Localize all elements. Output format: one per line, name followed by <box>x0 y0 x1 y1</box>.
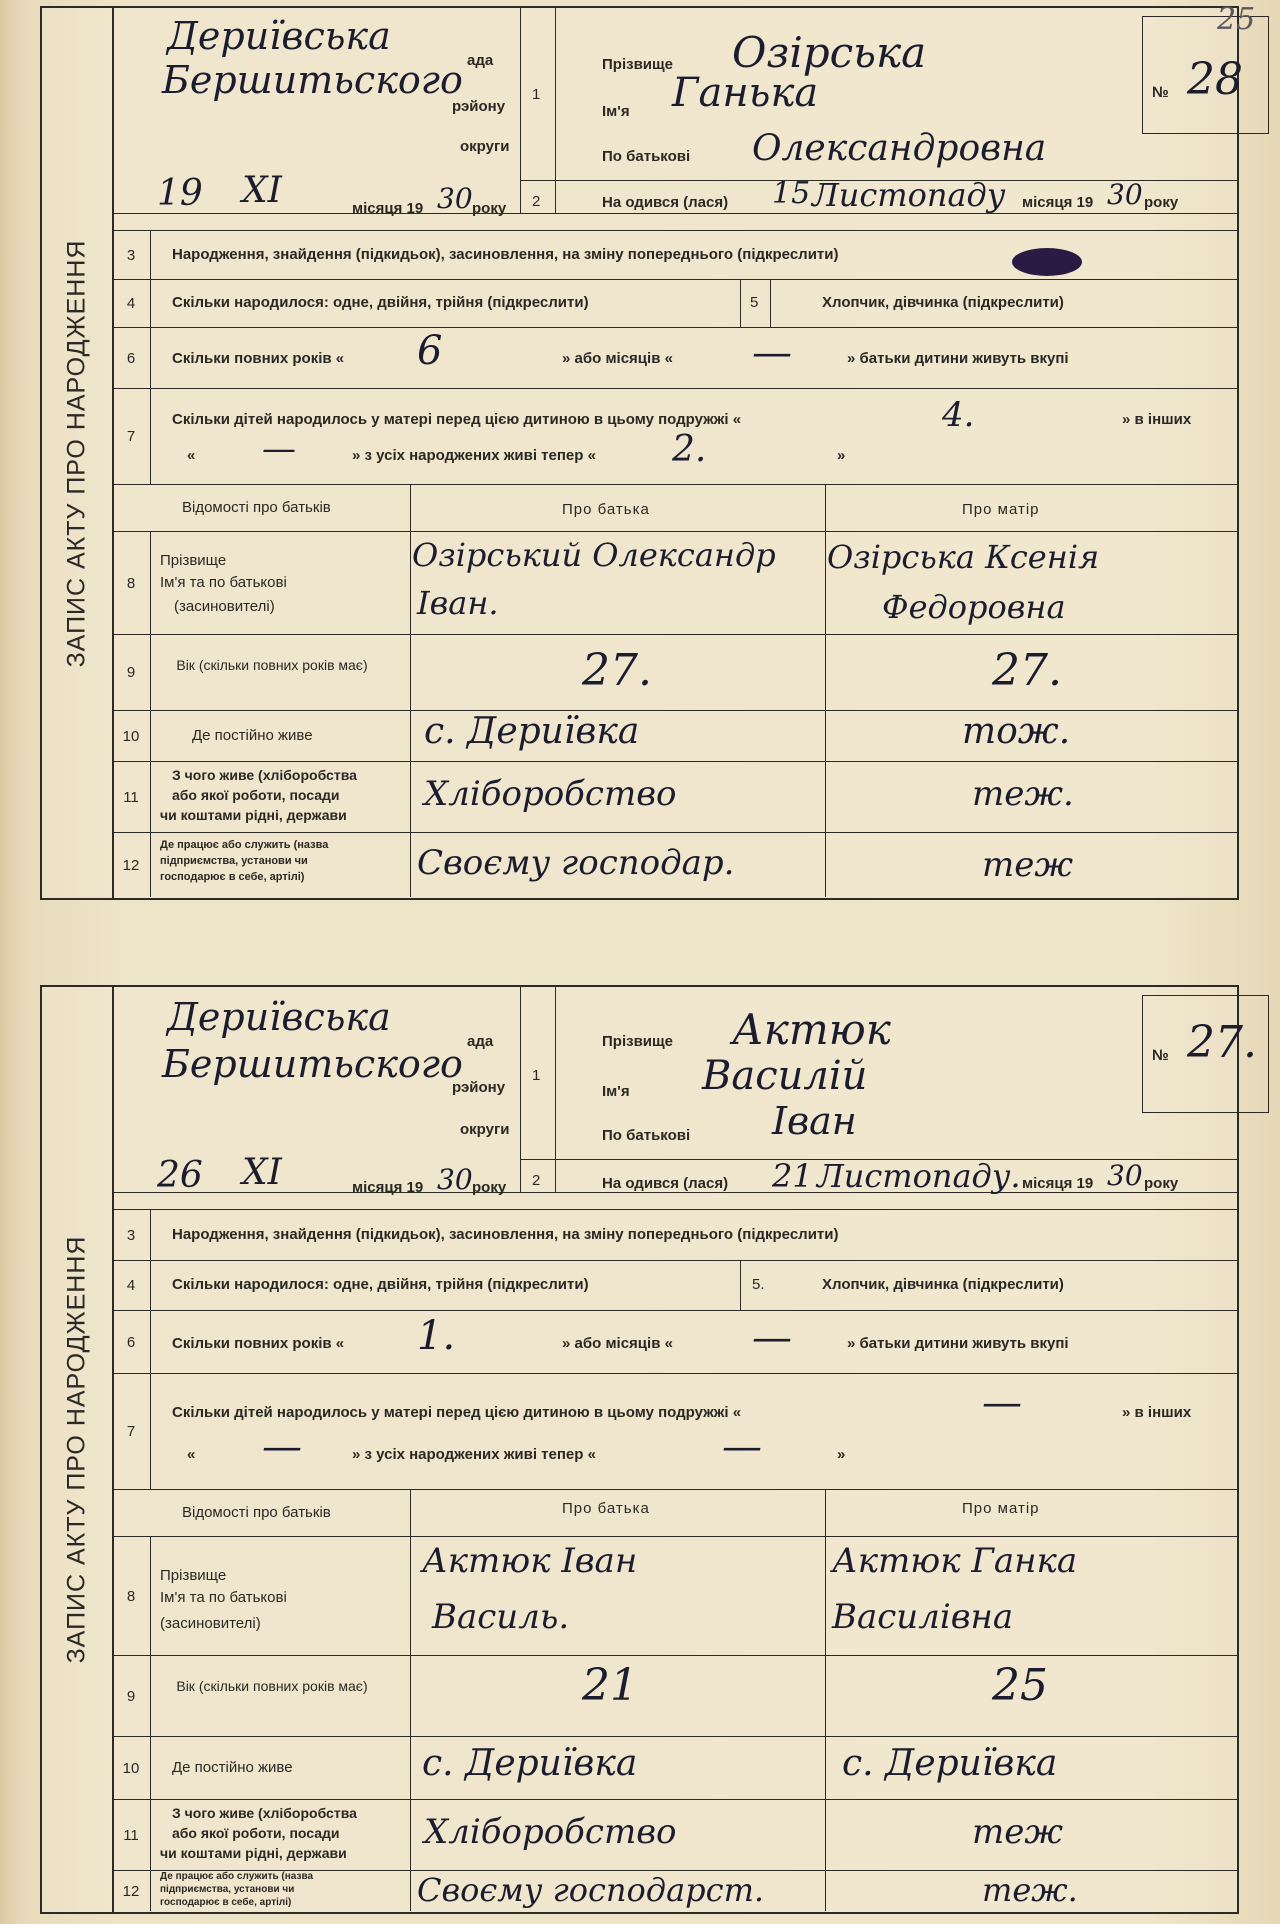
father-name-2: Василь. <box>432 1597 570 1637</box>
r12-label-2: підприємства, установи чи <box>160 1884 295 1895</box>
r8-label-1: Прізвище <box>160 552 227 569</box>
registration-year: 30 <box>437 1163 473 1196</box>
row-12: 12 Де працює або служить (назва підприємства, установи чи господарює в себе, артілі) Своєму господарст. теж. <box>112 1871 1237 1911</box>
header-block: Дериївська ада Бершитьского рэйону округи 26 XI місяця 19 30 року 1 2 Прізвище Актюк Ім'я Василій По батькові Іван № 27. <box>112 987 1237 1193</box>
registration-month-label: місяця 19 <box>352 1179 424 1196</box>
row-10: 10 Де постійно живе с. Дериївка с. Дериївка <box>112 1737 1237 1800</box>
row-12: 12 Де працює або служить (назва підприємства, установи чи господарює в себе, артілі) Своєму господар. теж <box>112 833 1237 897</box>
father-age: 27. <box>582 645 652 696</box>
okrug-label: округи <box>460 1121 510 1138</box>
born-year: 30 <box>1107 178 1143 211</box>
r8-label-3: (засиновителі) <box>174 598 275 615</box>
born-label: На одився (лася) <box>602 194 729 211</box>
row-born <box>112 176 1237 220</box>
r11-label-2: або якої роботи, посади <box>172 1825 340 1841</box>
mother-residence: тож. <box>962 711 1071 752</box>
number-label: № <box>1152 84 1169 101</box>
r12-label-2: підприємства, установи чи <box>160 855 308 867</box>
r9-label: Вік (скільки повних років має) <box>176 657 368 673</box>
father-header: Про батька <box>562 501 650 518</box>
row-3-text: Народження, знайдення (підкидьок), засиновлення, на зміну попереднього (підкреслити) <box>172 1226 839 1243</box>
born-month-label: місяця 19 <box>1022 1175 1094 1192</box>
surname-label: Прізвище <box>602 1033 674 1050</box>
mother-header: Про матір <box>962 501 1040 518</box>
r12-label-1: Де працює або служить (назва <box>160 1871 314 1882</box>
mother-workplace: теж. <box>982 1871 1078 1909</box>
registration-day: 26 <box>157 1155 203 1196</box>
years-together: 1. <box>417 1313 456 1359</box>
row-7-label-a: Скільки дітей народилось у матері перед цією дитиною в цьому подружжі « <box>172 411 742 428</box>
r10-label: Де постійно живе <box>192 727 313 744</box>
mother-occupation: теж <box>972 1812 1064 1852</box>
row-6-label-a: Скільки повних років « <box>172 1335 345 1352</box>
father-occupation: Хліборобство <box>424 1812 677 1852</box>
row-7-label-e: » <box>837 1446 846 1463</box>
birth-record-28 <box>40 2 1256 900</box>
children-in-marriage: 4. <box>942 395 975 435</box>
born-month: Листопаду. <box>817 1157 1021 1195</box>
born-month-label: місяця 19 <box>1022 194 1094 211</box>
row-6: 6 Скільки повних років « 6 » або місяців « — » батьки дитини живуть вкупі <box>112 328 1237 389</box>
row-7-label-d: » з усіх народжених живі тепер « <box>352 1446 596 1463</box>
parents-header <box>112 1490 1237 1537</box>
mother-name-1: Озірська Ксенія <box>827 538 1100 576</box>
parents-header-label: Відомості про батьків <box>182 499 331 516</box>
child-name: Василій <box>702 1053 868 1099</box>
row-8: 8 Прізвище Ім'я та по батькові (засиновителі) Актюк Іван Василь. Актюк Ганка Василівна <box>112 1537 1237 1656</box>
r8-label-1: Прізвище <box>160 1567 227 1584</box>
father-workplace: Своєму господарст. <box>417 1871 765 1909</box>
row-9: 9 Вік (скільки повних років має) 27. 27. <box>112 635 1237 711</box>
district-label: рэйону <box>452 98 506 115</box>
side-title: ЗАПИС АКТУ ПРО НАРОДЖЕННЯ <box>42 987 114 1912</box>
row-10: 10 Де постійно живе с. Дериївка тож. <box>112 711 1237 762</box>
row-4: 4 Скільки народилося: одне, двійня, трійня (підкреслити) 5. Хлопчик, дівчинка (підкреслити) <box>112 1260 1237 1311</box>
r8-label-2: Ім'я та по батькові <box>160 574 287 591</box>
row-7-label-c: « <box>187 447 196 464</box>
row-7: 7 Скільки дітей народилось у матері перед цією дитиною в цьому подружжі « 4. » в інших « — » з усіх народжених живі тепер « 2. » <box>112 389 1237 485</box>
row-born <box>112 1159 1237 1199</box>
row-6-label-a: Скільки повних років « <box>172 350 345 367</box>
r12-label-3: господарює в себе, артілі) <box>160 871 305 883</box>
side-title: ЗАПИС АКТУ ПРО НАРОДЖЕННЯ <box>42 8 114 898</box>
r11-label-1: З чого живе (хліборобства <box>172 767 357 783</box>
row-num-2: 2 <box>532 193 541 210</box>
council-label: ада <box>467 1033 494 1050</box>
mother-workplace: теж <box>982 845 1074 885</box>
ink-blot <box>1012 248 1082 276</box>
child-patronymic: Іван <box>772 1099 857 1143</box>
parents-header <box>112 485 1237 532</box>
record-number: 27. <box>1187 1017 1257 1068</box>
name-label: Ім'я <box>602 103 630 120</box>
registration-year: 30 <box>437 182 473 215</box>
row-7-label-a: Скільки дітей народилось у матері перед цією дитиною в цьому подружжі « <box>172 1404 742 1421</box>
r8-label-3: (засиновителі) <box>160 1615 261 1632</box>
row-5-text: Хлопчик, дівчинка (підкреслити) <box>822 1276 1064 1293</box>
mother-name-2: Федоровна <box>882 588 1066 626</box>
r10-label: Де постійно живе <box>172 1759 293 1776</box>
row-num-1: 1 <box>532 86 541 103</box>
patronymic-label: По батькові <box>602 1127 691 1144</box>
father-occupation: Хліборобство <box>424 774 677 814</box>
r12-label-3: господарює в себе, артілі) <box>160 1897 292 1908</box>
child-surname: Озірська <box>732 28 927 77</box>
born-month: Листопаду <box>812 176 1006 214</box>
row-4: 4 Скільки народилося: одне, двійня, трійня (підкреслити) 5 Хлопчик, дівчинка (підкреслити) <box>112 279 1237 328</box>
mother-residence: с. Дериївка <box>842 1743 1058 1784</box>
born-year-label: року <box>1144 1175 1179 1192</box>
registration-year-label: року <box>472 200 507 217</box>
child-surname: Актюк <box>732 1005 891 1054</box>
born-year: 30 <box>1107 1159 1143 1192</box>
registration-month: XI <box>242 1152 282 1193</box>
registration-day: 19 <box>157 173 203 214</box>
r11-label-1: З чого живе (хліборобства <box>172 1805 357 1821</box>
row-7-label-c: « <box>187 1446 196 1463</box>
row-6-label-c: » батьки дитини живуть вкупі <box>847 1335 1069 1352</box>
row-11: 11 З чого живе (хліборобства або якої роботи, посади чи коштами рідні, держави Хліборобство теж. <box>112 762 1237 833</box>
children-other: — <box>262 1424 302 1470</box>
row-7-label-e: » <box>837 447 846 464</box>
father-name-1: Актюк Іван <box>422 1541 638 1581</box>
council-name: Дериївська <box>167 995 391 1039</box>
father-residence: с. Дериївка <box>422 1743 638 1784</box>
children-other: — <box>262 429 296 469</box>
mother-name-1: Актюк Ганка <box>832 1541 1078 1581</box>
surname-label: Прізвище <box>602 56 674 73</box>
row-4-text: Скільки народилося: одне, двійня, трійня (підкреслити) <box>172 1276 589 1293</box>
district-label: рэйону <box>452 1079 506 1096</box>
row-8: 8 Прізвище Ім'я та по батькові (засиновителі) Озірський Олександр Іван. Озірська Ксенія Федоровна <box>112 532 1237 635</box>
row-3-text: Народження, знайдення (підкидьок), засиновлення, на зміну попереднього (підкреслити) <box>172 246 839 263</box>
children-alive: — <box>722 1424 762 1470</box>
born-day: 21 <box>772 1157 813 1195</box>
father-age: 21 <box>582 1660 638 1711</box>
row-3: 3 Народження, знайдення (підкидьок), засиновлення, на зміну попереднього (підкреслити) <box>112 1209 1237 1261</box>
born-label: На одився (лася) <box>602 1175 729 1192</box>
r11-label-3: чи коштами рідні, держави <box>160 807 347 823</box>
r12-label-1: Де працює або служить (назва <box>160 839 329 851</box>
registration-month-label: місяця 19 <box>352 200 424 217</box>
row-4-text: Скільки народилося: одне, двійня, трійня (підкреслити) <box>172 294 589 311</box>
r9-label: Вік (скільки повних років має) <box>176 1678 368 1694</box>
father-header: Про батька <box>562 1500 650 1517</box>
row-11: 11 З чого живе (хліборобства або якої роботи, посади чи коштами рідні, держави Хліборобство теж <box>112 1800 1237 1871</box>
patronymic-label: По батькові <box>602 148 691 165</box>
father-name-1: Озірський Олександр <box>412 536 776 574</box>
registration-year-label: року <box>472 1179 507 1196</box>
birth-record-27 <box>40 985 1257 1914</box>
row-7-label-d: » з усіх народжених живі тепер « <box>352 447 596 464</box>
row-7: 7 Скільки дітей народилось у матері перед цією дитиною в цьому подружжі « — » в інших « — » з усіх народжених живі тепер « — » <box>112 1374 1237 1490</box>
okrug-label: округи <box>460 138 510 155</box>
row-6-label-c: » батьки дитини живуть вкупі <box>847 350 1069 367</box>
father-workplace: Своєму господар. <box>417 843 735 883</box>
council-name: Дериївська <box>167 14 391 58</box>
corner-number: 25 <box>1217 2 1256 37</box>
r8-label-2: Ім'я та по батькові <box>160 1589 287 1606</box>
registration-month: XI <box>242 170 282 211</box>
row-5-text: Хлопчик, дівчинка (підкреслити) <box>822 294 1064 311</box>
row-7-label-b: » в інших <box>1122 411 1192 428</box>
mother-header: Про матір <box>962 1500 1040 1517</box>
mother-name-2: Василівна <box>832 1597 1014 1637</box>
row-9: 9 Вік (скільки повних років має) 21 25 <box>112 1656 1237 1737</box>
row-7-label-b: » в інших <box>1122 1404 1192 1421</box>
born-year-label: року <box>1144 194 1179 211</box>
father-residence: с. Дериївка <box>424 711 640 752</box>
r11-label-2: або якої роботи, посади <box>172 787 340 803</box>
district-name: Бершитьского <box>162 1042 463 1086</box>
child-patronymic: Олександровна <box>752 128 1047 169</box>
years-together: 6 <box>417 328 443 374</box>
record-number: 28 <box>1187 54 1243 105</box>
months-together: — <box>752 330 792 376</box>
months-together: — <box>752 1315 792 1361</box>
r11-label-3: чи коштами рідні, держави <box>160 1845 347 1861</box>
mother-age: 27. <box>992 645 1062 696</box>
mother-occupation: теж. <box>972 774 1074 814</box>
born-day: 15 <box>772 176 811 211</box>
district-name: Бершитьского <box>162 58 463 102</box>
child-name: Ганька <box>672 70 819 116</box>
number-label: № <box>1152 1047 1169 1064</box>
row-3: 3 Народження, знайдення (підкидьок), засиновлення, на зміну попереднього (підкреслити) <box>112 230 1237 280</box>
mother-age: 25 <box>992 1660 1048 1711</box>
father-name-2: Іван. <box>417 584 499 622</box>
parents-header-label: Відомості про батьків <box>182 1504 331 1521</box>
children-alive: 2. <box>672 429 707 470</box>
row-6-label-b: » або місяців « <box>562 1335 673 1352</box>
row-6-label-b: » або місяців « <box>562 350 673 367</box>
council-label: ада <box>467 52 494 69</box>
name-label: Ім'я <box>602 1083 630 1100</box>
children-in-marriage: — <box>982 1380 1022 1426</box>
row-6: 6 Скільки повних років « 1. » або місяців « — » батьки дитини живуть вкупі <box>112 1311 1237 1374</box>
